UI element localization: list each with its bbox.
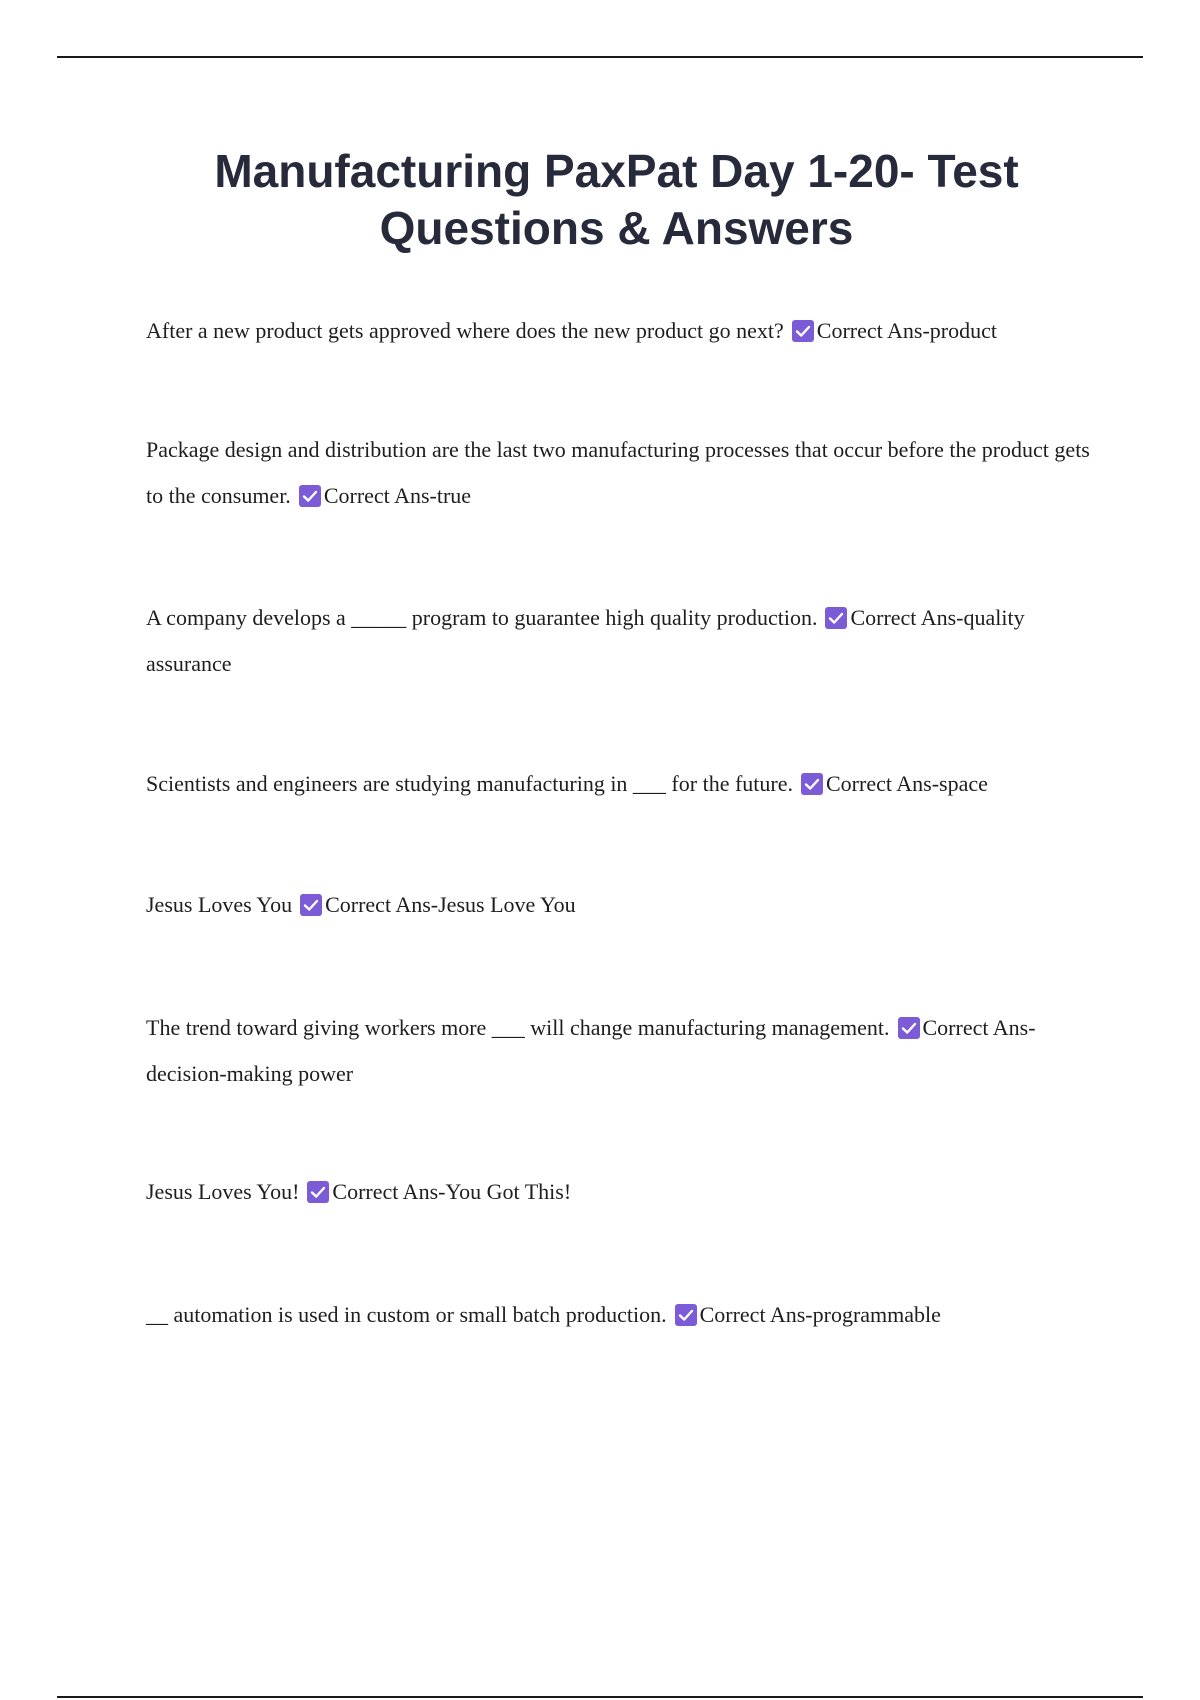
answer-text: Correct Ans-Jesus Love You [325,892,576,917]
checkbox-checked-icon [825,607,847,629]
answer-text: Correct Ans-true [323,483,472,508]
question-text: Jesus Loves You [146,892,293,917]
qa-item [146,427,1096,519]
qa-item [146,882,1096,928]
checkbox-checked-icon [675,1304,697,1326]
answer-text: Correct Ans-quality assurance [146,605,1025,676]
checkbox-checked-icon [299,485,321,507]
question-text: A company develops a _____ program to guarantee high quality production. [146,605,818,630]
qa-item [146,1005,1096,1097]
qa-item [146,1292,1096,1338]
checkbox-checked-icon [792,320,814,342]
question-text: Jesus Loves You! [146,1179,300,1204]
question-text: After a new product gets approved where does the new product go next? [146,318,784,343]
checkbox-checked-icon [307,1181,329,1203]
qa-item [146,308,1096,354]
qa-item [146,595,1096,687]
checkbox-checked-icon [300,894,322,916]
checkbox-checked-icon [898,1017,920,1039]
question-text: Scientists and engineers are studying manufacturing in ___ for the future. [146,771,793,796]
checkbox-checked-icon [801,773,823,795]
answer-text: Correct Ans-programmable [699,1302,941,1327]
question-text: __ automation is used in custom or small batch production. [146,1302,667,1327]
answer-text: Correct Ans-decision-making power [146,1015,1036,1086]
qa-item [146,1169,1096,1215]
question-text: The trend toward giving workers more ___ will change manufacturing management. [146,1015,890,1040]
answer-text: Correct Ans-product [816,318,998,343]
answer-text: Correct Ans-space [826,771,988,796]
page-title: Manufacturing PaxPat Day 1-20- Test Questions & Answers [214,145,1019,254]
bottom-rule [57,1696,1143,1698]
question-text: Package design and distribution are the last two manufacturing processes that occur before the product gets to the consumer. [146,437,1090,508]
answer-text: Correct Ans-You Got This! [332,1179,572,1204]
qa-item [146,761,1096,807]
